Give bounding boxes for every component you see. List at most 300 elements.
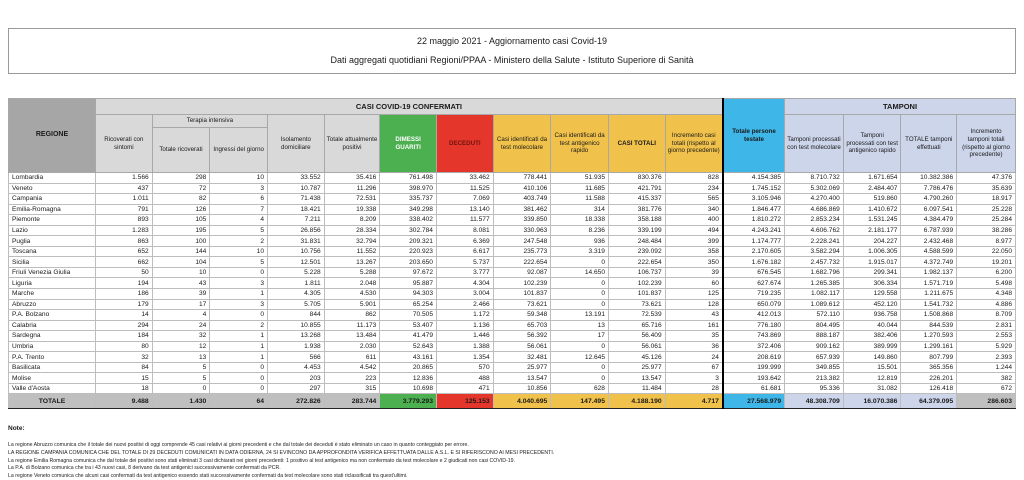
value-cell: 12.836 xyxy=(380,373,437,384)
value-cell: 0 xyxy=(551,362,609,373)
value-cell: 6.369 xyxy=(436,236,493,247)
value-cell: 3 xyxy=(210,278,268,289)
value-cell: 1.354 xyxy=(436,352,493,363)
value-cell: 59.348 xyxy=(493,310,551,321)
value-cell: 13.547 xyxy=(608,373,665,384)
table-row xyxy=(9,204,1016,215)
value-cell: 222.654 xyxy=(493,257,551,268)
value-cell: 43 xyxy=(152,278,210,289)
value-cell: 339.199 xyxy=(608,225,665,236)
value-cell: 5 xyxy=(152,362,210,373)
value-cell: 4.588.599 xyxy=(901,246,957,257)
value-cell: 650.079 xyxy=(723,299,785,310)
value-cell: 203.650 xyxy=(380,257,437,268)
value-cell: 73.621 xyxy=(608,299,665,310)
value-cell: 17 xyxy=(152,299,210,310)
value-cell: 1.938 xyxy=(268,341,325,352)
value-cell: 672 xyxy=(957,383,1016,394)
value-cell: 3.105.946 xyxy=(723,194,785,205)
value-cell: 220.923 xyxy=(380,246,437,257)
value-cell: 2.170.605 xyxy=(723,246,785,257)
value-cell: 1.915.017 xyxy=(843,257,901,268)
page-header xyxy=(8,28,1016,74)
value-cell: 71.438 xyxy=(268,194,325,205)
value-cell: 1.299.161 xyxy=(901,341,957,352)
value-cell: 7 xyxy=(210,204,268,215)
value-cell: 13 xyxy=(152,352,210,363)
value-cell: 0 xyxy=(551,278,609,289)
region-name: Umbria xyxy=(9,341,96,352)
total-value-cell: 125.153 xyxy=(436,394,493,409)
value-cell: 80 xyxy=(96,341,153,352)
value-cell: 349.855 xyxy=(785,362,844,373)
value-cell: 5 xyxy=(210,257,268,268)
value-cell: 519.860 xyxy=(843,194,901,205)
page-subtitle: Dati aggregati quotidiani Regioni/PPAA - Ministero della Salute - Istituto Superiore di Sanità xyxy=(330,55,694,65)
value-cell: 10.855 xyxy=(268,320,325,331)
value-cell: 100 xyxy=(152,236,210,247)
col-header-incremento-tamponi: Incremento tamponi totali (rispetto al giorno precedente) xyxy=(957,115,1016,173)
value-cell: 12.501 xyxy=(268,257,325,268)
value-cell: 382.406 xyxy=(843,331,901,342)
value-cell: 365.356 xyxy=(901,362,957,373)
value-cell: 628 xyxy=(551,383,609,394)
value-cell: 297 xyxy=(268,383,325,394)
value-cell: 2 xyxy=(210,320,268,331)
value-cell: 302.784 xyxy=(380,225,437,236)
col-header-totale-ricoverati: Totale ricoverati xyxy=(152,128,210,173)
value-cell: 45.126 xyxy=(608,352,665,363)
value-cell: 1.982.137 xyxy=(901,267,957,278)
total-value-cell: 272.826 xyxy=(268,394,325,409)
value-cell: 161 xyxy=(665,320,723,331)
value-cell: 6 xyxy=(210,194,268,205)
total-value-cell: 64.379.095 xyxy=(901,394,957,409)
value-cell: 8.977 xyxy=(957,236,1016,247)
value-cell: 4.348 xyxy=(957,289,1016,300)
col-header-totale-attualmente-positivi: Totale attualmente positivi xyxy=(324,115,380,173)
total-value-cell: 4.717 xyxy=(665,394,723,409)
value-cell: 719.235 xyxy=(723,289,785,300)
value-cell: 1.810.272 xyxy=(723,215,785,226)
value-cell: 18.917 xyxy=(957,194,1016,205)
value-cell: 340 xyxy=(665,204,723,215)
value-cell: 101.837 xyxy=(608,289,665,300)
value-cell: 60 xyxy=(665,278,723,289)
value-cell: 862 xyxy=(324,310,380,321)
value-cell: 936 xyxy=(551,236,609,247)
value-cell: 11.552 xyxy=(324,246,380,257)
value-cell: 400 xyxy=(665,215,723,226)
value-cell: 32 xyxy=(96,352,153,363)
value-cell: 403.749 xyxy=(493,194,551,205)
value-cell: 4.606.762 xyxy=(785,225,844,236)
value-cell: 565 xyxy=(665,194,723,205)
value-cell: 421.791 xyxy=(608,183,665,194)
value-cell: 73.621 xyxy=(493,299,551,310)
value-cell: 25.284 xyxy=(957,215,1016,226)
value-cell: 36 xyxy=(665,341,723,352)
table-row xyxy=(9,299,1016,310)
value-cell: 830.376 xyxy=(608,173,665,184)
value-cell: 2.466 xyxy=(436,299,493,310)
value-cell: 828 xyxy=(665,173,723,184)
value-cell: 1.682.796 xyxy=(785,267,844,278)
value-cell: 372.406 xyxy=(723,341,785,352)
total-value-cell: 9.488 xyxy=(96,394,153,409)
value-cell: 1.571.719 xyxy=(901,278,957,289)
value-cell: 5 xyxy=(152,373,210,384)
total-value-cell: 4.188.190 xyxy=(608,394,665,409)
note-item: La regione Emilia Romagna comunica che dal totale dei positivi sono stati eliminati 3 casi dichiarati nei giorni precedenti: 1 positivo al test antigenico ma non confermato da test molecolare e 2 giudicati non casi COVID-19. xyxy=(8,457,515,464)
value-cell: 19.338 xyxy=(324,204,380,215)
value-cell: 382 xyxy=(957,373,1016,384)
col-header-casi-totali: CASI TOTALI xyxy=(608,115,665,173)
value-cell: 909.162 xyxy=(785,341,844,352)
value-cell: 0 xyxy=(210,267,268,278)
value-cell: 1.211.675 xyxy=(901,289,957,300)
value-cell: 3.319 xyxy=(551,246,609,257)
value-cell: 2.432.468 xyxy=(901,236,957,247)
col-header-ricoverati-con-sintomi: Ricoverati con sintomi xyxy=(96,115,153,173)
value-cell: 6.617 xyxy=(436,246,493,257)
value-cell: 11.173 xyxy=(324,320,380,331)
value-cell: 1 xyxy=(210,289,268,300)
value-cell: 410.106 xyxy=(493,183,551,194)
value-cell: 40.044 xyxy=(843,320,901,331)
col-header-totale-tamponi: TOTALE tamponi effettuati xyxy=(901,115,957,173)
value-cell: 452.120 xyxy=(843,299,901,310)
value-cell: 50 xyxy=(96,267,153,278)
value-cell: 5.498 xyxy=(957,278,1016,289)
value-cell: 3 xyxy=(665,373,723,384)
value-cell: 1.846.477 xyxy=(723,204,785,215)
region-name: Valle d'Aosta xyxy=(9,383,96,394)
value-cell: 126.418 xyxy=(901,383,957,394)
value-cell: 2.553 xyxy=(957,331,1016,342)
value-cell: 936.758 xyxy=(843,310,901,321)
bulletin-page xyxy=(8,0,1016,480)
value-cell: 1.410.672 xyxy=(843,204,901,215)
value-cell: 315 xyxy=(324,383,380,394)
value-cell: 4.270.400 xyxy=(785,194,844,205)
value-cell: 13 xyxy=(551,320,609,331)
value-cell: 0 xyxy=(210,383,268,394)
value-cell: 247.548 xyxy=(493,236,551,247)
value-cell: 179 xyxy=(96,299,153,310)
value-cell: 18.338 xyxy=(551,215,609,226)
value-cell: 8.710.732 xyxy=(785,173,844,184)
region-name: Veneto xyxy=(9,183,96,194)
total-value-cell: 4.040.695 xyxy=(493,394,551,409)
value-cell: 1 xyxy=(210,341,268,352)
value-cell: 92.087 xyxy=(493,267,551,278)
value-cell: 186 xyxy=(96,289,153,300)
value-cell: 2.457.732 xyxy=(785,257,844,268)
value-cell: 3.582.294 xyxy=(785,246,844,257)
value-cell: 213.382 xyxy=(785,373,844,384)
col-header-tamponi-molecolare: Tamponi processati con test molecolare xyxy=(785,115,844,173)
total-value-cell: 16.070.386 xyxy=(843,394,901,409)
col-header-dimessi-guariti: DIMESSI GUARITI xyxy=(380,115,437,173)
value-cell: 306.334 xyxy=(843,278,901,289)
value-cell: 10.856 xyxy=(493,383,551,394)
region-name: Calabria xyxy=(9,320,96,331)
value-cell: 56.061 xyxy=(608,341,665,352)
value-cell: 566 xyxy=(268,352,325,363)
value-cell: 412.013 xyxy=(723,310,785,321)
value-cell: 844 xyxy=(268,310,325,321)
value-cell: 4.304 xyxy=(436,278,493,289)
group-header-tamponi: TAMPONI xyxy=(785,99,1016,115)
value-cell: 14.650 xyxy=(551,267,609,278)
value-cell: 1.172 xyxy=(436,310,493,321)
value-cell: 1.089.612 xyxy=(785,299,844,310)
value-cell: 6.097.541 xyxy=(901,204,957,215)
region-name: Friuli Venezia Giulia xyxy=(9,267,96,278)
value-cell: 11.588 xyxy=(551,194,609,205)
value-cell: 25.977 xyxy=(608,362,665,373)
table-row xyxy=(9,331,1016,342)
value-cell: 14 xyxy=(96,310,153,321)
value-cell: 72.531 xyxy=(324,194,380,205)
value-cell: 5.737 xyxy=(436,257,493,268)
value-cell: 314 xyxy=(551,204,609,215)
table-row xyxy=(9,352,1016,363)
value-cell: 149.860 xyxy=(843,352,901,363)
total-value-cell: 286.603 xyxy=(957,394,1016,409)
value-cell: 657.939 xyxy=(785,352,844,363)
table-row xyxy=(9,246,1016,257)
value-cell: 299.341 xyxy=(843,267,901,278)
value-cell: 888.187 xyxy=(785,331,844,342)
value-cell: 223 xyxy=(324,373,380,384)
note-item: La P.A. di Bolzano comunica che tra i 43 nuovi casi, 8 derivano da test antigenici successivamente confermati da PCR. xyxy=(8,465,281,472)
value-cell: 25.977 xyxy=(493,362,551,373)
value-cell: 7.069 xyxy=(436,194,493,205)
value-cell: 2.228.241 xyxy=(785,236,844,247)
value-cell: 32 xyxy=(152,331,210,342)
value-cell: 65.716 xyxy=(608,320,665,331)
value-cell: 39 xyxy=(665,267,723,278)
value-cell: 12.645 xyxy=(551,352,609,363)
value-cell: 31.082 xyxy=(843,383,901,394)
value-cell: 24 xyxy=(665,352,723,363)
value-cell: 893 xyxy=(96,215,153,226)
value-cell: 761.498 xyxy=(380,173,437,184)
value-cell: 184 xyxy=(96,331,153,342)
value-cell: 10 xyxy=(210,246,268,257)
value-cell: 3 xyxy=(210,183,268,194)
value-cell: 31.831 xyxy=(268,236,325,247)
total-value-cell: 283.744 xyxy=(324,394,380,409)
value-cell: 844.539 xyxy=(901,320,957,331)
value-cell: 11.685 xyxy=(551,183,609,194)
value-cell: 2.181.177 xyxy=(843,225,901,236)
col-header-incremento-casi-totali: Incremento casi totali (rispetto al giorno precedente) xyxy=(665,115,723,173)
value-cell: 18.421 xyxy=(268,204,325,215)
value-cell: 11.525 xyxy=(436,183,493,194)
value-cell: 381.776 xyxy=(608,204,665,215)
value-cell: 1.566 xyxy=(96,173,153,184)
value-cell: 338.402 xyxy=(380,215,437,226)
value-cell: 144 xyxy=(152,246,210,257)
value-cell: 2.831 xyxy=(957,320,1016,331)
region-name: Piemonte xyxy=(9,215,96,226)
value-cell: 5 xyxy=(210,225,268,236)
value-cell: 4.384.479 xyxy=(901,215,957,226)
value-cell: 398.970 xyxy=(380,183,437,194)
value-cell: 1.446 xyxy=(436,331,493,342)
value-cell: 61.681 xyxy=(723,383,785,394)
value-cell: 1.082.117 xyxy=(785,289,844,300)
value-cell: 4.154.385 xyxy=(723,173,785,184)
value-cell: 339.850 xyxy=(493,215,551,226)
col-header-regione: REGIONE xyxy=(9,99,96,173)
value-cell: 652 xyxy=(96,246,153,257)
value-cell: 203 xyxy=(268,373,325,384)
value-cell: 6.787.939 xyxy=(901,225,957,236)
value-cell: 72 xyxy=(152,183,210,194)
value-cell: 0 xyxy=(152,383,210,394)
value-cell: 358 xyxy=(665,246,723,257)
value-cell: 43.161 xyxy=(380,352,437,363)
value-cell: 8.209 xyxy=(324,215,380,226)
value-cell: 102.239 xyxy=(608,278,665,289)
value-cell: 1.011 xyxy=(96,194,153,205)
value-cell: 13.267 xyxy=(324,257,380,268)
value-cell: 627.674 xyxy=(723,278,785,289)
value-cell: 676.545 xyxy=(723,267,785,278)
value-cell: 335.737 xyxy=(380,194,437,205)
value-cell: 1.244 xyxy=(957,362,1016,373)
table-row xyxy=(9,215,1016,226)
value-cell: 47.376 xyxy=(957,173,1016,184)
value-cell: 94.303 xyxy=(380,289,437,300)
value-cell: 33.552 xyxy=(268,173,325,184)
value-cell: 350 xyxy=(665,257,723,268)
value-cell: 70.505 xyxy=(380,310,437,321)
value-cell: 1.508.868 xyxy=(901,310,957,321)
value-cell: 1.745.152 xyxy=(723,183,785,194)
value-cell: 4.305 xyxy=(268,289,325,300)
value-cell: 2.030 xyxy=(324,341,380,352)
region-name: Sardegna xyxy=(9,331,96,342)
value-cell: 791 xyxy=(96,204,153,215)
value-cell: 8.081 xyxy=(436,225,493,236)
value-cell: 0 xyxy=(551,289,609,300)
value-cell: 104 xyxy=(152,257,210,268)
value-cell: 10.756 xyxy=(268,246,325,257)
total-row xyxy=(9,394,1016,409)
region-name: Basilicata xyxy=(9,362,96,373)
table-row xyxy=(9,289,1016,300)
value-cell: 12 xyxy=(152,341,210,352)
value-cell: 2.484.407 xyxy=(843,183,901,194)
region-name: Lombardia xyxy=(9,173,96,184)
value-cell: 4.790.260 xyxy=(901,194,957,205)
value-cell: 33.462 xyxy=(436,173,493,184)
value-cell: 11.577 xyxy=(436,215,493,226)
value-cell: 234 xyxy=(665,183,723,194)
value-cell: 106.737 xyxy=(608,267,665,278)
value-cell: 11.484 xyxy=(608,383,665,394)
value-cell: 56.061 xyxy=(493,341,551,352)
col-header-ingressi-del-giorno: Ingressi del giorno xyxy=(210,128,268,173)
value-cell: 349.298 xyxy=(380,204,437,215)
table-row xyxy=(9,362,1016,373)
col-header-casi-test-molecolare: Casi identificati da test molecolare xyxy=(493,115,551,173)
col-header-deceduti: DECEDUTI xyxy=(436,115,493,173)
value-cell: 20.865 xyxy=(380,362,437,373)
table-row xyxy=(9,236,1016,247)
value-cell: 56.392 xyxy=(493,331,551,342)
value-cell: 4.243.241 xyxy=(723,225,785,236)
col-header-totale-persone-testate: Totale persone testate xyxy=(723,99,785,173)
value-cell: 13.484 xyxy=(324,331,380,342)
region-name: Sicilia xyxy=(9,257,96,268)
value-cell: 488 xyxy=(436,373,493,384)
value-cell: 248.484 xyxy=(608,236,665,247)
value-cell: 95.887 xyxy=(380,278,437,289)
value-cell: 13.268 xyxy=(268,331,325,342)
value-cell: 1.006.305 xyxy=(843,246,901,257)
region-name: Marche xyxy=(9,289,96,300)
value-cell: 5.302.069 xyxy=(785,183,844,194)
value-cell: 32.794 xyxy=(324,236,380,247)
value-cell: 5.901 xyxy=(324,299,380,310)
total-value-cell: 27.568.979 xyxy=(723,394,785,409)
total-value-cell: 1.430 xyxy=(152,394,210,409)
value-cell: 129.558 xyxy=(843,289,901,300)
value-cell: 1.811 xyxy=(268,278,325,289)
table-header xyxy=(9,99,1016,173)
value-cell: 399 xyxy=(665,236,723,247)
value-cell: 11.296 xyxy=(324,183,380,194)
value-cell: 22.050 xyxy=(957,246,1016,257)
region-name: Puglia xyxy=(9,236,96,247)
covid-data-table xyxy=(8,98,1016,409)
region-name: Molise xyxy=(9,373,96,384)
value-cell: 611 xyxy=(324,352,380,363)
value-cell: 1 xyxy=(210,352,268,363)
notes-list xyxy=(8,442,1016,480)
value-cell: 193.642 xyxy=(723,373,785,384)
value-cell: 7.786.476 xyxy=(901,183,957,194)
value-cell: 226.201 xyxy=(901,373,957,384)
value-cell: 4.542 xyxy=(324,362,380,373)
value-cell: 19.201 xyxy=(957,257,1016,268)
table-row xyxy=(9,173,1016,184)
value-cell: 5.705 xyxy=(268,299,325,310)
value-cell: 1.671.654 xyxy=(843,173,901,184)
total-value-cell: 3.779.293 xyxy=(380,394,437,409)
value-cell: 570 xyxy=(436,362,493,373)
value-cell: 6.200 xyxy=(957,267,1016,278)
value-cell: 4.453 xyxy=(268,362,325,373)
value-cell: 17 xyxy=(551,331,609,342)
value-cell: 52.643 xyxy=(380,341,437,352)
value-cell: 3.777 xyxy=(436,267,493,278)
value-cell: 35.416 xyxy=(324,173,380,184)
value-cell: 82 xyxy=(152,194,210,205)
value-cell: 1.265.385 xyxy=(785,278,844,289)
notes-section xyxy=(8,425,1016,480)
value-cell: 0 xyxy=(551,373,609,384)
value-cell: 13.140 xyxy=(436,204,493,215)
value-cell: 0 xyxy=(210,362,268,373)
note-item: La regione Abruzzo comunica che il totale dei nuovi positivi di oggi comprende 45 casi relativi ai giorni precedenti e che dal totale dei deceduti è stato eliminato un caso in quanto conteggiato per errore. xyxy=(8,442,469,449)
